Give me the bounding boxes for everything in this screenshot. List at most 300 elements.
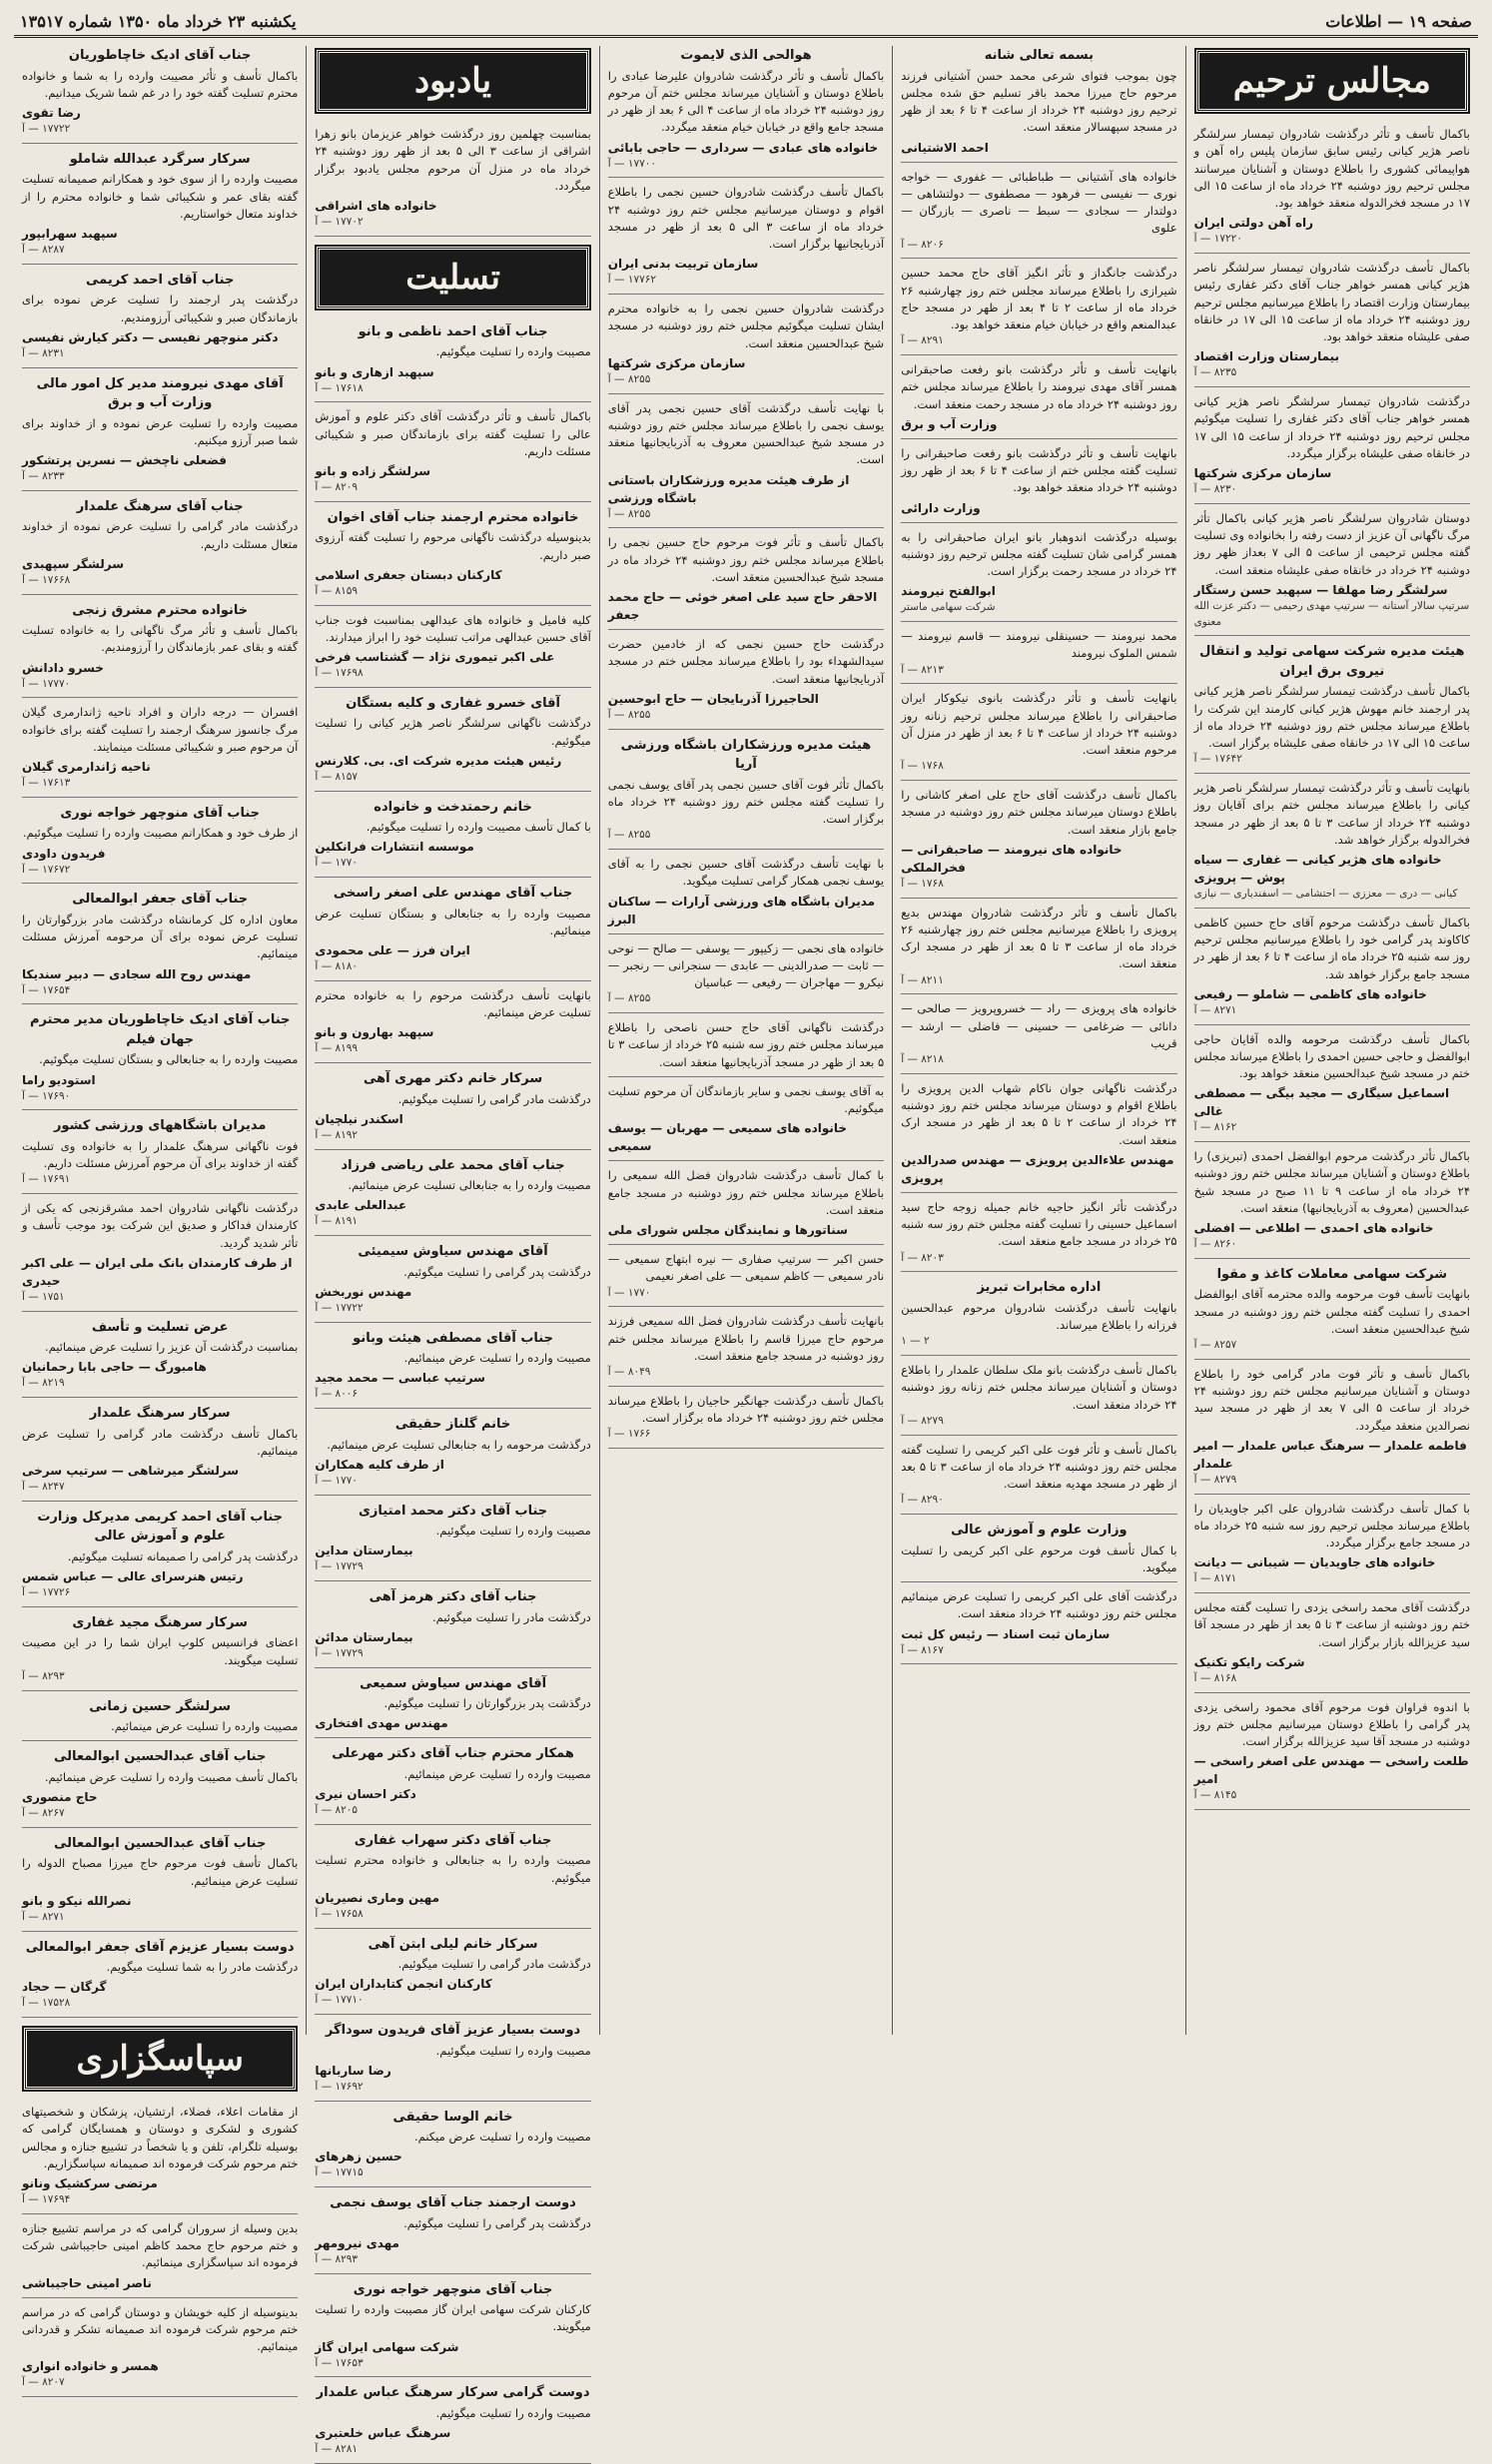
notice-title: جناب آقای احمد کریمی مدیرکل وزارت علوم و آموزش عالی — [37, 1509, 284, 1544]
notice-body: بمناسبت درگذشت آن عزیز را تسلیت عرض مینمائیم. — [44, 1340, 299, 1354]
notice-code: ۸۲۹۳ — آ — [21, 1669, 65, 1682]
notice-signature: ایران فرز — علی محمودی — [315, 943, 470, 957]
notice-code: ۸۲۷۹ — آ — [1193, 1473, 1237, 1486]
notice — [901, 445, 1176, 523]
notice-body: باکمال تأسف درگذشت تیمسار سرلشگر ناصر هژیر کیانی پدر ارجمند خانم مهوش هژیر کیانی کارمند این شرکت را باطلاع میرساند مجلس ختم روز دوشنبه ۲۴ خرداد ماه از ساعت ۱۵ الی ۱۷ در خانقاه صفی علیشاه برگزار است. — [1193, 684, 1470, 750]
notice-signature: بیمارستان مداین — [315, 1543, 413, 1558]
notice-title: هیئت مدیره ورزشکاران باشگاه ورزشی آریا — [620, 737, 872, 772]
notice-code: ۱۷۶۹۱ — آ — [21, 1173, 71, 1186]
notice-body: بمناسبت چهلمین روز درگذشت خواهر عزیزمان بانو زهرا اشراقی از ساعت ۳ الی ۵ بعد از ظهر روز دوشنبه ۲۴ خرداد ماه در منزل آن مرحوم مجلس یادبود برگزار میگردد. — [315, 127, 591, 193]
notice — [22, 271, 298, 368]
notice-signature: کارکنان دبستان جعفری اسلامی — [315, 567, 502, 582]
notice — [1194, 1699, 1470, 1811]
notice-signature: فریدون داودی — [21, 846, 106, 861]
notice-body: درگذشت حاج حسین نجمی که از خادمین حضرت سیدالشهداء بود را باطلاع میرساند مجلس ختم در مسجد آذربایجانیها منعقد است. — [607, 637, 885, 686]
notice-code: شرکت سهامی ماستر — [901, 601, 996, 614]
notice-code: ۱۷۶۹۰ — آ — [21, 1089, 71, 1102]
notice-title: بسمه تعالی شانه — [984, 48, 1095, 63]
notice-code: ۸۱۵۹ — آ — [315, 584, 359, 597]
banner-yadbood: یادبود — [317, 50, 588, 112]
notice-signature: سپهبد سهرابپور — [21, 227, 118, 241]
notice-code: ۸۱۶۸ — آ — [1193, 1671, 1237, 1684]
notice — [315, 1674, 590, 1739]
notice — [901, 529, 1176, 623]
notice-code: ۸۲۵۵ — آ — [607, 829, 651, 842]
notice-signature: بیمارستان مدائن — [315, 1629, 413, 1644]
column-1 — [1185, 46, 1478, 2035]
notice — [315, 2280, 590, 2378]
notice — [315, 1415, 590, 1496]
notice-code: ۱۷۶۵۳ — آ — [315, 2356, 364, 2369]
notice-body: بانهایت تأسف درگذشت مرحوم را به خانواده محترم تسلیت عرض مینمائیم. — [315, 987, 591, 1019]
notice-signature: دکتر منوچهر نفیسی — دکتر کیارش نفیسی — [21, 329, 279, 344]
notice-signature: خانواده های جاویدیان — شیبانی — دیانت — [1193, 1555, 1436, 1570]
notice-code: ۸۲۶۰ — آ — [1193, 1238, 1237, 1250]
notice-body: باکمال تأسف درگذشت مرحوم آقای حاج حسین کاظمی کاکاوند پدر گرامی خود را باطلاع میرسانیم مجلس ترحیم روز سه شنبه ۲۵ خرداد ماه از ساعت ۴ تا ۶ بعد از ظهر در مسجد جامع برگزار خواهد شد. — [1193, 915, 1471, 981]
notice — [315, 2108, 590, 2188]
notice-body: درگذشت ناگهانی آقای حاج حسن ناصحی را باطلاع میرساند مجلس ختم روز سه شنبه ۲۵ خرداد از ساعت ۳ تا ۵ بعد از ظهر در مسجد آذربایجانیها منعقد است. — [607, 1020, 885, 1069]
notice-code: ۸۲۰۹ — آ — [315, 481, 359, 493]
notice-code: ۸۰۴۹ — آ — [607, 1366, 651, 1378]
notice — [22, 1834, 298, 1932]
notice-signature: مهندس روح الله سجادی — دبیر سنديکا — [21, 966, 252, 981]
notice-body: دوستان شادروان سرلشگر ناصر هژیر کیانی باکمال تأثر مرگ ناگهانی آن عزیز از دست رفته را بخانواده وی تسلیت گفته مجلس ترحیمی از ساعت ۵ الی ۷ بعداز ظهر روز دوشنبه ۲۴ خرداد در خانقاه صفی علیشاه منعقد است. — [1193, 510, 1470, 577]
notice-body: با کمال تأسف مصیبت وارده را تسلیت میگوئیم. — [366, 820, 591, 834]
notice-code: ۱۷۷۲۶ — آ — [21, 1586, 71, 1598]
notice-title: جناب آقای منوچهر خواجه نوری — [60, 805, 261, 821]
notice-signature: اسماعیل سیگاری — مجید بیگی — مصطفی غالی — [1193, 1086, 1450, 1119]
notice — [22, 804, 298, 885]
notice-signature: رضا تقوی — [21, 106, 81, 120]
notice — [1194, 126, 1470, 254]
notice — [1194, 780, 1470, 909]
notice-title: دوست ارجمند جناب آقای یوسف نجمی — [330, 2195, 576, 2210]
notice-signature: مرتضی سرکشیک ونانو — [21, 2176, 158, 2190]
notice-title: خانم رحمتدخت و خانواده — [373, 799, 532, 815]
notice — [22, 2104, 298, 2214]
notice — [608, 1167, 884, 1245]
notice-signature: مدیران باشگاه های ورزشی آرارات — ساکنان البرز — [607, 894, 876, 926]
notice-code: ۱۷۶۹۴ — آ — [21, 2193, 71, 2205]
notice-code: ۱۷۶۸ — آ — [901, 760, 944, 773]
notice-signature: خانواده های احمدی — اطلاعی — افضلی — [1193, 1221, 1434, 1235]
notice-body: درگذشت ناگهانی شادروان احمد مشرقزنجی که یکی از کارمندان فداکار و صدیق این شرکت بود موجب تأسف و تأثر شدید گردید. — [21, 1201, 299, 1250]
notice-code: ۸۲۷۱ — آ — [21, 1910, 65, 1923]
notice-body: بدینوسیله از کلیه خویشان و دوستان گرامی که در مراسم ختم مرحوم شرکت فرموده اند صمیمانه تشکر و قدردانی مینمائیم. — [21, 2304, 299, 2353]
notice-body: درگذشت آقای علی اکبر کریمی را تسلیت عرض مینمائیم مجلس ختم روز دوشنبه ۲۴ خرداد منعقد است. — [901, 1589, 1177, 1621]
notice-signature: سرلشگر رضا مهلقا — سپهبد حسن رستگار — [1193, 582, 1448, 597]
notice-code: ۱۷۷۱۵ — آ — [315, 2166, 364, 2179]
notice — [608, 940, 884, 1014]
notice-title: جناب آقای منوچهر خواجه نوری — [353, 2281, 553, 2297]
notice-code: ۸۲۳۵ — آ — [1193, 366, 1237, 379]
notice-signature: وزارت آب و برق — [901, 416, 998, 431]
notice-code: ۸۲۰۷ — آ — [21, 2376, 65, 2389]
notice — [315, 1744, 590, 1825]
notice-signature: مهین وماری نصیریان — [315, 1890, 440, 1905]
banner-sepasgozari: سپاسگزاری — [24, 2028, 296, 2090]
notice-code: ۸۲۸۱ — آ — [315, 2443, 359, 2455]
notice-body: باکمال تأسف درگذشت مادر گرامی را تسلیت عرض مینمائیم. — [21, 1426, 299, 1458]
notice-body: درگذشت ناگهانی جوان ناکام شهاب الدین پرویزی را باطلاع اقوام و دوستان میرساند مجلس ختم روز دوشنبه ۲۴ خرداد از ساعت ۲ تا ۵ بعد از ظهر در مسجد ارک منعقد است. — [901, 1080, 1177, 1147]
notice-body: بانهایت تأسف و تأثر درگذشت تیمسار سرلشگر ناصر هژیر کیانی را باطلاع میرساند مجلس ختم برای آقایان روز دوشنبه ۲۴ خرداد از ساعت ۳ تا ۵ بعد از ظهر در مسجد فخرالدوله برگزار خواهد شد. — [1193, 781, 1470, 847]
notice-code: ۸۲۵۵ — آ — [607, 507, 651, 520]
notice-title: مدیران باشگاههای ورزشی کشور — [53, 1118, 267, 1134]
notice-signature: خانواده های نیرومند — صاحبقرانی — فخرالملکی — [901, 842, 1122, 875]
notice-signature: مهدی نیرومهر — [315, 2235, 399, 2250]
notice-code: ۱۷۶۶۸ — آ — [21, 573, 71, 586]
notice — [901, 1588, 1176, 1664]
notice-title: جناب آقای دکتر سهراب غفاری — [354, 1832, 552, 1848]
notice-title: جناب آقای احمد کریمی — [85, 272, 235, 288]
notice-signature: سرهنگ عباس خلعتبری — [315, 2426, 451, 2440]
notice-body: باکمال تأسف و تأثر فوت مرحوم حاج حسین نجمی را باطلاع میرساند مجلس ختم روز دوشنبه ۲۴ خرداد ماه در مسجد شیخ عبدالحسین منعقد است. — [607, 535, 885, 584]
notice-code: سرتیپ سالار آستانه — سرتیپ مهدی رحیمی — دکتر عزت الله معنوی — [1193, 599, 1470, 628]
notice — [315, 1502, 590, 1582]
notice-signature: از طرف کلیه همکاران — [315, 1457, 444, 1472]
notice-body: از طرف خود و همکارانم مصیبت وارده را تسلیت میگوئیم. — [22, 826, 299, 841]
notice-signature: سپهبد ازهاری و بانو — [315, 364, 434, 379]
notice-title: سرلشگر حسین زمانی — [89, 1698, 232, 1714]
notice — [315, 798, 590, 879]
notice-signature: عبدالعلی عابدی — [315, 1198, 407, 1213]
page-header-right: صفحه ۱۹ — اطلاعات — [1325, 12, 1472, 31]
notice — [1194, 1366, 1470, 1495]
notice — [22, 704, 298, 798]
notice — [22, 1404, 298, 1502]
notice-signature: حسین زهرهای — [315, 2150, 402, 2164]
notice-body: مصیبت وارده را تسلیت عرض مینمائیم. — [403, 1351, 591, 1365]
notice-body: فوت ناگهانی سرهنگ علمدار را به خانواده وی تسلیت گفته از خداوند برای آن مرحوم آمرزش مسئلت داریم. — [21, 1138, 299, 1170]
notice-body: درگذشت تأثر انگیز حاجیه خانم جمیله زوجه حاج سید اسماعیل حسینی را تسلیت گفته مجلس ختم روز سه شنبه ۲۵ خرداد در مسجد جامع منعقد است. — [901, 1199, 1177, 1249]
notice-body: محمد نیرومند — حسینقلی نیرومند — قاسم نیرومند — شمس الملوک نیرومند — [901, 629, 1177, 661]
notice-title: شرکت سهامی معاملات کاغذ و مقوا — [1216, 1266, 1448, 1282]
notice-signature: ناصر امینی حاجیباشی — [21, 2275, 152, 2290]
notice-body: درگذشت پدر ارجمند را تسلیت عرض نموده برای بازماندگان صبر و شکیبائی آرزومندیم. — [21, 293, 299, 324]
notice-body: درگذشت مرحومه را به جنابعالی تسلیت عرض مینمائیم. — [327, 1437, 591, 1452]
notice-code: ۱۷۶۹۸ — آ — [315, 667, 364, 679]
notice-title: خانم گلناز حقیقی — [394, 1417, 511, 1432]
notice-body: مصیبت وارده را تسلیت میگوئیم. — [435, 1524, 591, 1538]
notice — [901, 1080, 1176, 1193]
banner-majales: مجالس ترحیم — [1196, 50, 1468, 112]
notice-signature: فاطمه علمدار — سرهنگ عباس علمدار — امیر علمدار — [1193, 1438, 1467, 1471]
notice-code: ۱۷۶۱۸ — آ — [315, 381, 364, 394]
notice-body: باکمال تأسف و تأثر درگذشت آقای دکتر علوم و آموزش عالی را تسلیت گفته برای بازماندگان صبر و شکیبائی مسئلت داریم. — [315, 409, 591, 458]
notice-body: باکمال تأثر درگذشت مرحوم ابوالفضل احمدی (تبریزی) را باطلاع دوستان و آشنایان میرساند مجلس ختم روز دوشنبه ۲۴ خرداد ماه از ساعت ۹ تا ۱۱ صبح در مسجد شیخ عبدالحسین (معروف به آذربایجانیها) منعقد است. — [1193, 1149, 1470, 1215]
notice-body: باکمال تأسف درگذشت آقای حاج علی اصغر کاشانی را باطلاع دوستان میرساند مجلس ختم روز دوشنبه در مسجد جامع بازار منعقد است. — [901, 788, 1177, 837]
notice-title: جناب آقای دکتر هرمز آهی — [369, 1589, 537, 1604]
notice-body: درگذشت پدر بزرگوارتان را تسلیت میگوئیم. — [383, 1696, 591, 1710]
notice-signature: سازمان تربیت بدنی ایران — [607, 257, 759, 272]
notice-title: جناب آقای عبدالحسین ابوالمعالی — [53, 1835, 267, 1851]
notice-body: با نهایت تأسف درگذشت آقای حسین نجمی را به آقای یوسف نجمی همکار گرامی تسلیت میگوید. — [607, 857, 885, 889]
notice-body: مصیبت وارده را تسلیت عرض مینمائیم. — [403, 1766, 591, 1781]
notice — [315, 2383, 590, 2464]
notice-body: درگذشت شادروان تیمسار سرلشگر ناصر هژیر کیانی همسر خواهر جناب آقای دکتر غفاری را تسلیت میگوئیم مجلس ترحیم روز دوشنبه ۲۴ خرداد از ساعت ۱۵ الی ۱۷ در خانقاه صفی علیشاه برگزار میگردد. — [1193, 394, 1470, 460]
notice-signature: سرلشگر میرشاهی — سرتیپ سرخی — [21, 1464, 240, 1478]
notice-signature: سپهبد بهارون و بانو — [315, 1025, 434, 1040]
notice — [608, 636, 884, 730]
notice-body: خانواده های آشتیانی — طباطبائی — غفوری — خواجه نوری — نفیسی — فرهود — مصطفوی — دولتشاهی — دولتدار — سجادی — سبط — ناصری — بازرگان — علوی — [901, 169, 1177, 236]
notice-title: جناب آقای دکتر محمد امتیازی — [359, 1503, 548, 1519]
notice — [1194, 260, 1470, 387]
notice-code: ۸۱۵۷ — آ — [315, 770, 359, 783]
notice — [22, 1010, 298, 1110]
notice — [608, 46, 884, 178]
notice-title: جناب آقای ادیک خاچاطوریان — [68, 48, 252, 63]
notice-code: ۸۱۶۷ — آ — [901, 1643, 944, 1656]
notice-title: آقای خسرو غفاری و کلیه بستگان — [346, 695, 560, 711]
notice-title: سرکار سرهنگ مجید غفاری — [72, 1614, 248, 1630]
notice-title: اداره مخابرات تبریز — [977, 1280, 1102, 1296]
notice-body: باکمال تأسف و تأثر مرگ ناگهانی را به خانواده تسلیت گفته و بقای عمر بازماندگان را آرزومندیم. — [21, 623, 299, 655]
notice-body: باکمال تأسف درگذشت جهانگیر حاجیان را باطلاع میرساند مجلس ختم روز دوشنبه ۲۴ خرداد ماه برگزار است. — [607, 1393, 885, 1425]
notice-title: سرکار سرهنگ علمدار — [89, 1406, 231, 1421]
notice-code: ۸۱۶۲ — آ — [1193, 1121, 1237, 1134]
notice-body: بدینوسیله درگذشت ناگهانی مرحوم را تسلیت گفته آرزوی صبر داریم. — [315, 530, 591, 562]
notice — [608, 1313, 884, 1387]
notice — [1194, 642, 1470, 774]
notice-body: بوسیله درگذشت اندوهبار بانو ایران صاحبقرانی را به همسر گرامی شان تسلیت گفته مجلس ترحیم روز دوشنبه ۲۴ خرداد در مسجد رحمت برگزار است. — [901, 529, 1177, 578]
notice-code: ۸۰۰۶ — آ — [315, 1388, 359, 1401]
notice-signature: کارکنان انجمن کتابداران ایران — [315, 1977, 492, 1992]
notice-body: باکمال تأثر فوت آقای حسین نجمی پدر آقای یوسف نجمی را تسلیت گفته مجلس ختم روز دوشنبه ۲۴ خرداد ماه برگزار است. — [607, 777, 885, 826]
notice-code: ۸۲۹۰ — آ — [901, 1494, 944, 1507]
notice-signature: سرتیپ عباسی — محمد مجید — [315, 1371, 485, 1386]
banner-tasliat: تسلیت — [317, 247, 588, 308]
notice-body: بانهایت تأسف و تأثر درگذشت بانو رفعت صاحبقرانی همسر آقای مهدی نیرومند را باطلاع میرساند مجلس ختم روز دوشنبه ۲۴ خرداد ماه در مسجد رحمت منعقد است. — [901, 362, 1177, 411]
notice-code: ۸۲۹۱ — آ — [901, 334, 944, 347]
notice-title: وزارت علوم و آموزش عالی — [951, 1523, 1127, 1538]
notice-code: ۱۷۲۲۰ — آ — [1193, 233, 1242, 246]
notice-title: خانواده محترم مشرق زنجی — [72, 602, 249, 618]
notice-code: ۸۲۰۳ — آ — [901, 1251, 944, 1264]
notice-signature: طلعت راسخی — مهندس علی اصغر راسخی — امیر — [1193, 1754, 1469, 1787]
notice-signature: حاج منصوری — [21, 1790, 98, 1804]
notice — [901, 46, 1176, 163]
notice-body: مصیبت وارده را به جنابعالی و بستگان تسلیت عرض مینمائیم. — [315, 906, 591, 937]
notice-code: ۸۲۳۳ — آ — [21, 470, 65, 482]
notice-code: ۱۷۷۰۰ — آ — [607, 157, 657, 170]
notice-body: مصیبت وارده را به جنابعالی و خانواده محترم تسلیت میگوئیم. — [315, 1853, 591, 1885]
notice-code: ۱۷۶۸ — آ — [901, 877, 944, 890]
notice-title: جناب آقای ادیک خاچاطوریان مدیر محترم جهان فیلم — [29, 1012, 291, 1047]
notice-body: درگذشت پدر گرامی را تسلیت میگوئیم. — [403, 2215, 591, 2230]
notice — [22, 46, 298, 144]
notice — [608, 301, 884, 394]
notice-signature: استودیو راما — [21, 1072, 96, 1087]
notice — [608, 736, 884, 851]
notice-code: ۸۱۹۹ — آ — [315, 1042, 359, 1055]
notice — [901, 905, 1176, 995]
notice-body: حسن اکبر — سرتیپ صفاری — نیره ابتهاج سمیعی — نادر سمیعی — کاظم سمیعی — علی اصغر نعیمی — [607, 1252, 885, 1284]
notice — [1194, 1599, 1470, 1693]
notice-code: ۸۲۳۱ — آ — [21, 346, 65, 359]
notice-signature: سازمان ثبت اسناد — رئیس کل ثبت — [901, 1626, 1111, 1641]
notice — [22, 1613, 298, 1691]
notice-code: ۱۷۷۲۹ — آ — [315, 1646, 364, 1659]
notice — [901, 1199, 1176, 1273]
notice-body: کلیه فامیل و خانواده های عبدالهی بمناسبت فوت جناب آقای حسین عبدالهی مراتب تسلیت خود را ابراز میدارند. — [315, 612, 591, 644]
notice — [1194, 1501, 1470, 1594]
notice-code: ۱۷۷۰ — آ — [315, 857, 359, 870]
notice-title: سرکار خانم لیلی ابتن آهی — [368, 1936, 538, 1952]
notice-title: خانم الوسا حقیقی — [392, 2109, 513, 2125]
notice-title: همکار محترم جناب آقای دکتر مهرعلی — [332, 1746, 574, 1762]
notice — [22, 1697, 298, 1742]
notice-code: ۱۷۷۲۲ — آ — [315, 1301, 364, 1314]
notice-title: دوست گرامی سرکار سرهنگ عباس علمدار — [316, 2385, 590, 2401]
notice-signature: اسکندر نیلچیان — [315, 1111, 403, 1126]
notice — [901, 1362, 1176, 1436]
notice — [1194, 1148, 1470, 1259]
notice-body: باکمال تأسف و تأثر درگذشت شادروان تیمسار سرلشگر ناصر هژیر کیانی رئیس سابق سازمان پلیس راه آهن و هواپیمائی کشوری را باطلاع دوستان و آشنایان میرسانند مجلس ترحیم روز دوشنبه ۲۴ خرداد ماه از ساعت ۱۵ الی ۱۷ در مسجد فخرالدوله منعقد خواهد بود. — [1193, 127, 1471, 210]
notice-body: با نهایت تأسف درگذشت آقای حسین نجمی پدر آقای یوسف نجمی را باطلاع میرساند مجلس ختم روز دوشنبه در مسجد شیخ عبدالحسین معروف به آذربایجانیها منعقد است. — [607, 400, 885, 467]
notice-title: جناب آقای مصطفی هیئت وبانو — [353, 1330, 553, 1346]
notice-title: جناب آقای عبدالحسین ابوالمعالی — [53, 1749, 267, 1765]
notice-title: آقای مهندس سیاوش سیمیئی — [358, 1244, 548, 1259]
notice — [608, 1251, 884, 1307]
notice — [315, 1831, 590, 1929]
notice-signature: الحاجیرزا آذربایجان — حاج ابوحسین — [607, 691, 819, 706]
notice-body: درگذشت جانگداز و تأثر انگیز آقای حاج محمد حسین شیرازی را باطلاع میرساند مجلس ختم روز چهارشنبه ۲۶ خرداد ماه از ساعت ۲ تا ۴ بعد از ظهر در مسجد حاج عبدالمنعم واقع در خیابان خیام منعقد خواهد بود. — [901, 266, 1177, 331]
notice-code: ۱۷۶۵۴ — آ — [21, 983, 71, 996]
notice — [315, 1935, 590, 2016]
notice — [315, 1242, 590, 1323]
notice-signature: نصرالله نیکو و بانو — [21, 1893, 132, 1908]
notice — [22, 150, 298, 265]
notice-body: باکمال تأسف و تأثر مصیبت وارده را به شما و خانواده محترم تسلیت گفته خود را در غم شما شریک میدانیم. — [21, 68, 299, 100]
notice-title: خانواده محترم ارجمند جناب آقای اخوان — [327, 509, 579, 525]
notice-code: ۸۲۱۸ — آ — [901, 1053, 944, 1065]
notice — [22, 1200, 298, 1312]
notice-body: درگذشت پدر گرامی را صمیمانه تسلیت میگوئیم. — [67, 1548, 299, 1563]
page-header-left: یکشنبه ۲۳ خرداد ماه ۱۳۵۰ شماره ۱۳۵۱۷ — [20, 12, 297, 31]
notice-title: دوست بسیار عزیزم آقای جعفر ابوالمعالی — [25, 1939, 295, 1955]
notice-body: مصیبت وارده را تسلیت عرض میکنم. — [414, 2130, 591, 2144]
notice-title: جناب آقای جعفر ابوالمعالی — [72, 892, 249, 908]
notice-signature: هامبورگ — حاجی بابا رحمانیان — [21, 1360, 207, 1375]
notice-signature: الاحقر حاج سید علی اصغر خوئی — حاج محمد جعفر — [607, 590, 878, 622]
notice-body: معاون اداره کل کرمانشاه درگذشت مادر بزرگوارتان را تسلیت عرض نموده برای آن مرحومه آمرزش مسئلت مینمائیم. — [21, 912, 299, 961]
notice-signature: راه آهن دولتی ایران — [1193, 216, 1314, 231]
notice-body: باکمال تأسف فوت مرحوم حاج میرزا مصباح الدوله را تسلیت عرض مینمائیم. — [21, 1856, 299, 1888]
notice — [901, 265, 1176, 355]
notice-code: ۱۷۷۷۰ — آ — [21, 677, 71, 690]
notice — [901, 169, 1176, 260]
notice-signature: گرگان — حجاد — [21, 1980, 107, 1995]
notice — [315, 884, 590, 981]
notice-body: درگذشت پدر گرامی را تسلیت میگوئیم. — [403, 1264, 591, 1279]
notice — [901, 787, 1176, 899]
notice — [315, 1069, 590, 1150]
notice — [901, 1442, 1176, 1516]
notice-signature: احمد الاشتیانی — [901, 140, 989, 155]
notice-signature: خانواده های کاظمی — شاملو — رفیعی — [1193, 986, 1427, 1001]
notice — [315, 1587, 590, 1668]
notice — [608, 1393, 884, 1449]
notice-body: خانواده های پرویزی — راد — خسروپرویز — صالحی — دانائی — ضرغامی — حسینی — فاضلی — ارشد — قریب — [901, 1001, 1177, 1050]
notice-body: مصیبت وارده را به جنابعالی و بستگان تسلیت میگوئیم. — [39, 1052, 299, 1067]
notice-signature: ناحیه ژاندارمری گیلان — [21, 760, 151, 774]
notice-title: هیئت مدیره شرکت سهامی تولید و انتقال نیروی برق ایران — [1199, 644, 1465, 679]
notice-code: ۸۲۵۵ — آ — [607, 992, 651, 1005]
notice-code: ۸۲۸۷ — آ — [21, 244, 65, 256]
notice-title: دوست بسیار عزیز آقای فریدون سوداگر — [325, 2023, 581, 2038]
column-4 — [306, 46, 598, 2455]
notice — [315, 612, 590, 688]
notice — [22, 2220, 298, 2298]
notice-signature: رئیس هیئت مدیره شرکت ای. بی. کلارنس — [315, 753, 562, 768]
notice-code: ۱۷۷۶۲ — آ — [607, 274, 657, 287]
notice-body: بانهایت تأسف و تأثر درگذشت بانوی نیکوکار ایران صاحبقرانی را باطلاع میرساند مجلس ترحیم زنانه روز دوشنبه ۲۴ خرداد از ساعت ۴ تا ۶ بعد از ظهر در منزل آن مرحوم منعقد است. — [901, 691, 1177, 757]
notice-signature: سناتورها و نمایندگان مجلس شورای ملی — [607, 1223, 848, 1237]
notice — [1194, 1031, 1470, 1143]
notice — [1194, 510, 1470, 637]
notice-code: ۱۷۶۶ — آ — [607, 1428, 651, 1441]
notice-body: با کمال تأسف درگذشت شادروان علی اکبر جاویدیان را باطلاع میرساند مجلس ترحیم روز سه شنبه ۲۵ خرداد ماه در مسجد جامع برگزار میگردد. — [1193, 1501, 1470, 1549]
notice — [315, 1329, 590, 1410]
notice-body: بانهایت تأسف درگذشت شادروان مرحوم عبدالحسین فرزانه را باطلاع میرساند. — [901, 1300, 1177, 1332]
notice-body: اعضای فرانسیس کلوپ ایران شما را در این مصیبت تسلیت میگویند. — [21, 1635, 299, 1667]
notice-code: ۸۲۶۷ — آ — [21, 1807, 65, 1819]
notice-title: آقای مهندس سیاوش سمیعی — [360, 1675, 547, 1691]
notice-body: به آقای یوسف نجمی و سایر بازماندگان آن مرحوم تسلیت میگوئیم. — [607, 1083, 885, 1115]
notice-code: ۸۱۹۱ — آ — [315, 1215, 359, 1228]
notice-code: ۸۲۰۶ — آ — [901, 238, 944, 251]
notice-body: باکمال تأسف مصیبت وارده را تسلیت عرض مینمائیم. — [44, 1769, 299, 1784]
notice-signature: موسسه انتشارات فرانکلین — [315, 840, 474, 855]
notice-body: باکمال تأسف و تأثر درگذشت شادروان مهندس بدیع پرویزی را باطلاع میرسانیم مجلس ختم روز چهارشنبه ۲۶ خرداد ماه از ساعت ۳ تا ۵ بعد از ظهر در مسجد ارک منعقد است. — [901, 905, 1177, 971]
notice-code: ۸۲۵۵ — آ — [607, 708, 651, 721]
notice — [315, 408, 590, 502]
column-2 — [892, 46, 1184, 2035]
notice — [22, 1508, 298, 1607]
column-3 — [599, 46, 892, 2035]
notice — [315, 508, 590, 606]
notice-title: سرکار سرگرد عبدالله شاملو — [69, 151, 251, 167]
notice — [608, 400, 884, 529]
notice-code: کیانی — دری — معززی — احتشامی — اسفندیاری — نیازی — [1193, 888, 1458, 900]
notice — [315, 322, 590, 403]
notice-signature: ابوالفتح نیرومند — [901, 584, 996, 599]
notice-signature: خانواده های عبادی — سرداری — حاجی بابائی — [607, 140, 879, 155]
notice-code: ۸۱۹۲ — آ — [315, 1128, 359, 1141]
page-header — [14, 8, 1478, 38]
notice-code: ۸۲۱۳ — آ — [901, 663, 944, 676]
notice-signature: وزارت دارائی — [901, 500, 981, 515]
notice-code: ۱۷۷۲۹ — آ — [315, 1560, 364, 1573]
notice — [315, 2021, 590, 2102]
notice-body: افسران — درجه داران و افراد ناحیه ژاندارمری گیلان مرگ جانسوز سرهنگ ارجمند را تسلیت گفته برای خانواده آن مرحوم صبر و شکیبائی مسئلت مینمایند. — [21, 705, 299, 754]
notice-body: باکمال تأسف درگذشت بانو ملک سلطان علمدار را باطلاع دوستان و آشنایان میرساند مجلس ختم زنانه روز دوشنبه ۲۴ خرداد منعقد است. — [901, 1363, 1177, 1412]
notice-body: بانهایت تأسف فوت مرحومه والده محترمه آقای ابوالفضل احمدی را تسلیت گفته مجلس ختم روز دوشنبه در مسجد شیخ عبدالحسین منعقد است. — [1193, 1287, 1470, 1336]
notice — [608, 1083, 884, 1162]
notice-signature: مهندس مهدی افتخاری — [315, 1716, 448, 1731]
notice-code: ۸۲۷۱ — آ — [1193, 1003, 1237, 1016]
notice-body: باکمال تأسف درگذشت مرحومه والده آقایان حاجی ابوالفضل و حاجی حسین احمدی را باطلاع میرساند مجلس ختم در مسجد شیخ عبدالحسین منعقد خواهد بود. — [1193, 1031, 1470, 1080]
notice-body: از مقامات اعلاء، فضلاء، ارتشیان، پزشکان و شخصیتهای کشوری و لشکری و دوستان و همسایگان گرامی که بوسیله تلگرام، تلفن و یا شخصاً در تشییع جنازه و مجالس ختم مرحوم شرکت فرموده اند صمیمانه سپاسگزاریم. — [21, 2105, 299, 2170]
notice — [22, 497, 298, 595]
notice-signature: همسر و خانواده انواری — [21, 2359, 159, 2374]
notice-title: هوالحی الذی لایموت — [680, 48, 812, 63]
notice-body: بانهایت تأسف و تأثر درگذشت بانو رفعت صاحبقرانی را تسلیت گفته مجلس ختم از ساعت ۴ تا ۶ بعد از ظهر روز دوشنبه ۲۴ خرداد منعقد خواهد بود. — [901, 445, 1177, 495]
notice-code: ۱۷۶۹۲ — آ — [315, 2080, 364, 2093]
notice-code: ۱۷۶۴۲ — آ — [1193, 753, 1242, 766]
notice-body: درگذشت مادر گرامی را تسلیت میگوئیم. — [397, 1091, 591, 1106]
notice-title: جناب آقای محمد علی ریاضی فرزاد — [341, 1157, 565, 1173]
